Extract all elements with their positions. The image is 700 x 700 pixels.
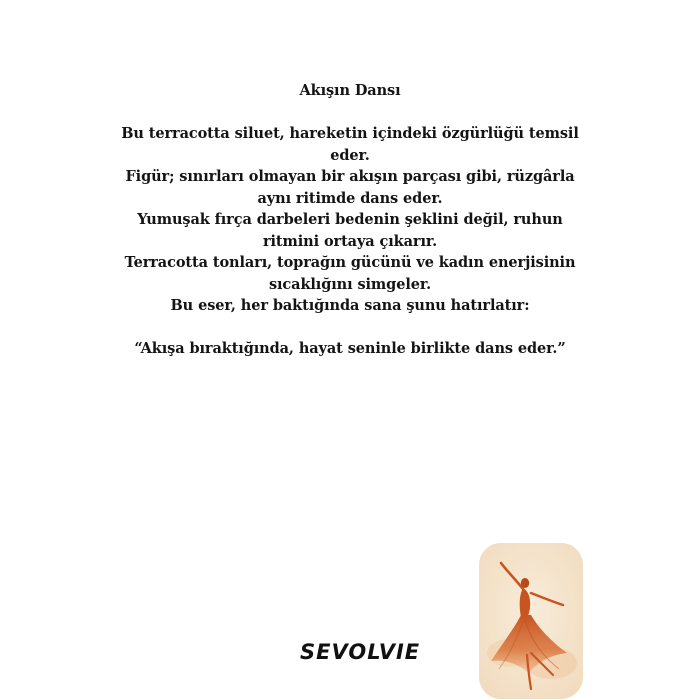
poem-line: sıcaklığını simgeler. bbox=[268, 275, 432, 293]
poem-line: ritmini ortaya çıkarır. bbox=[262, 232, 438, 250]
poem-line: Yumuşak fırça darbeleri bedenin şeklini değil, ruhun bbox=[137, 211, 563, 228]
poem-line: Terracotta tonları, toprağın gücünü ve kadın enerjisinin bbox=[124, 254, 576, 271]
poem-title: Akışın Dansı bbox=[299, 82, 401, 99]
poem-line: Figür; sınırları olmayan bir akışın parçası gibi, rüzgârla bbox=[125, 168, 575, 185]
poem-block bbox=[110, 80, 590, 360]
poem-line: aynı ritimde dans eder. bbox=[257, 189, 443, 207]
poem-quote: “Akışa bıraktığında, hayat seninle birlikte dans eder.” bbox=[134, 340, 566, 357]
artwork-thumbnail bbox=[479, 543, 583, 699]
poem-line: Bu terracotta siluet, hareketin içindeki özgürlüğü temsil bbox=[121, 125, 579, 142]
brand-logo: SEVOLVIE bbox=[300, 640, 421, 664]
poem-line: eder. bbox=[330, 146, 370, 164]
poem-line: Bu eser, her baktığında sana şunu hatırlatır: bbox=[170, 297, 530, 314]
dancer-silhouette-painting-icon bbox=[479, 543, 583, 699]
